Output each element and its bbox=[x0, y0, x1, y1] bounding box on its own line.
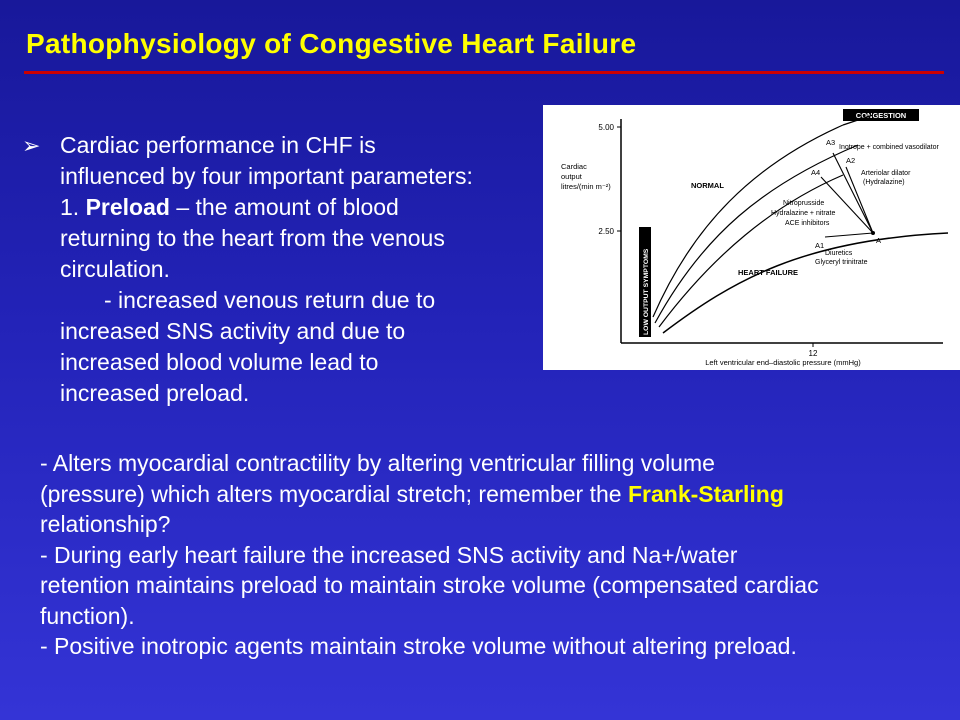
annotation-hydralazine-nitrate: Hydralazine + nitrate bbox=[771, 210, 836, 217]
frank-starling-figure bbox=[543, 105, 960, 370]
point-label-a2: A2 bbox=[846, 156, 856, 165]
lower-line bbox=[40, 479, 952, 510]
preload-term: Preload bbox=[85, 194, 170, 220]
title-underline bbox=[24, 71, 944, 74]
sub-point-line: increased SNS activity and due to bbox=[60, 318, 406, 344]
sub-point-line: increased blood volume lead to bbox=[60, 349, 379, 375]
y-tick-label: 2.50 bbox=[598, 227, 614, 236]
arrow-to-a3 bbox=[833, 153, 873, 233]
lower-line: - During early heart failure the increased SNS activity and Na+/water bbox=[40, 541, 738, 568]
point-label-a4: A4 bbox=[811, 168, 821, 177]
bullet-line: influenced by four important parameters: bbox=[60, 163, 473, 189]
frank-starling-term: Frank-Starling bbox=[627, 480, 784, 507]
sub-point-line: - increased venous return due to bbox=[104, 287, 436, 313]
annotation-diuretics: Diuretics bbox=[825, 250, 853, 257]
y-axis-label-3: litres/(min m⁻²) bbox=[561, 182, 611, 191]
frank-starling-chart bbox=[543, 105, 960, 370]
preload-line: returning to the heart from the venous bbox=[60, 225, 445, 251]
annotation-hydralazine: (Hydralazine) bbox=[863, 179, 905, 186]
point-a bbox=[871, 231, 875, 235]
x-axis-label: Left ventricular end–diastolic pressure (mmHg) bbox=[705, 358, 861, 367]
lower-line: function). bbox=[40, 602, 135, 629]
lower-text-block bbox=[40, 448, 952, 662]
arrow-bullet-icon: ➢ bbox=[22, 133, 41, 158]
curve-normal bbox=[655, 145, 858, 323]
arrow-to-a1 bbox=[825, 233, 873, 237]
lower-line-text: (pressure) which alters myocardial stretch; remember the bbox=[40, 480, 628, 507]
y-tick-label: 5.00 bbox=[598, 123, 614, 132]
normal-curve-label: NORMAL bbox=[691, 181, 724, 190]
lower-line: relationship? bbox=[40, 511, 171, 537]
bullet-block bbox=[22, 130, 552, 409]
point-label-a1: A1 bbox=[815, 241, 825, 250]
curve-mid bbox=[659, 175, 843, 327]
y-axis-label-2: output bbox=[561, 172, 582, 181]
low-output-label: LOW OUTPUT SYMPTOMS bbox=[643, 248, 650, 335]
slide-title: Pathophysiology of Congestive Heart Failure bbox=[26, 28, 637, 59]
annotation-inotrope: Inotrope + combined vasodilator bbox=[839, 144, 939, 151]
sub-point-line: increased preload. bbox=[60, 380, 250, 406]
x-tick-label: 12 bbox=[808, 349, 818, 358]
point-label-a3: A3 bbox=[826, 138, 836, 147]
point-label-a: A bbox=[876, 236, 882, 245]
preload-number: 1. bbox=[60, 194, 86, 220]
heart-failure-label: HEART FAILURE bbox=[738, 268, 798, 277]
lower-line: retention maintains preload to maintain stroke volume (compensated cardiac bbox=[40, 572, 819, 598]
preload-line: circulation. bbox=[60, 256, 170, 282]
preload-definition: – the amount of blood bbox=[169, 194, 399, 220]
congestion-label: CONGESTION bbox=[855, 111, 907, 120]
lower-line: - Positive inotropic agents maintain stroke volume without altering preload. bbox=[40, 633, 797, 659]
bullet-line: Cardiac performance in CHF is bbox=[60, 132, 376, 158]
annotation-gtn: Glyceryl trinitrate bbox=[815, 259, 868, 266]
bullet-text bbox=[60, 130, 552, 409]
annotation-nitroprusside: Nitroprusside bbox=[783, 200, 825, 207]
preload-line bbox=[60, 192, 552, 223]
annotation-arteriolar: Arteriolar dilator bbox=[861, 170, 911, 177]
annotation-ace-inhibitors: ACE inhibitors bbox=[785, 220, 830, 227]
lower-line: - Alters myocardial contractility by altering ventricular filling volume bbox=[40, 450, 715, 476]
curve-heart-failure bbox=[663, 233, 948, 333]
y-axis-label-1: Cardiac bbox=[561, 162, 587, 171]
